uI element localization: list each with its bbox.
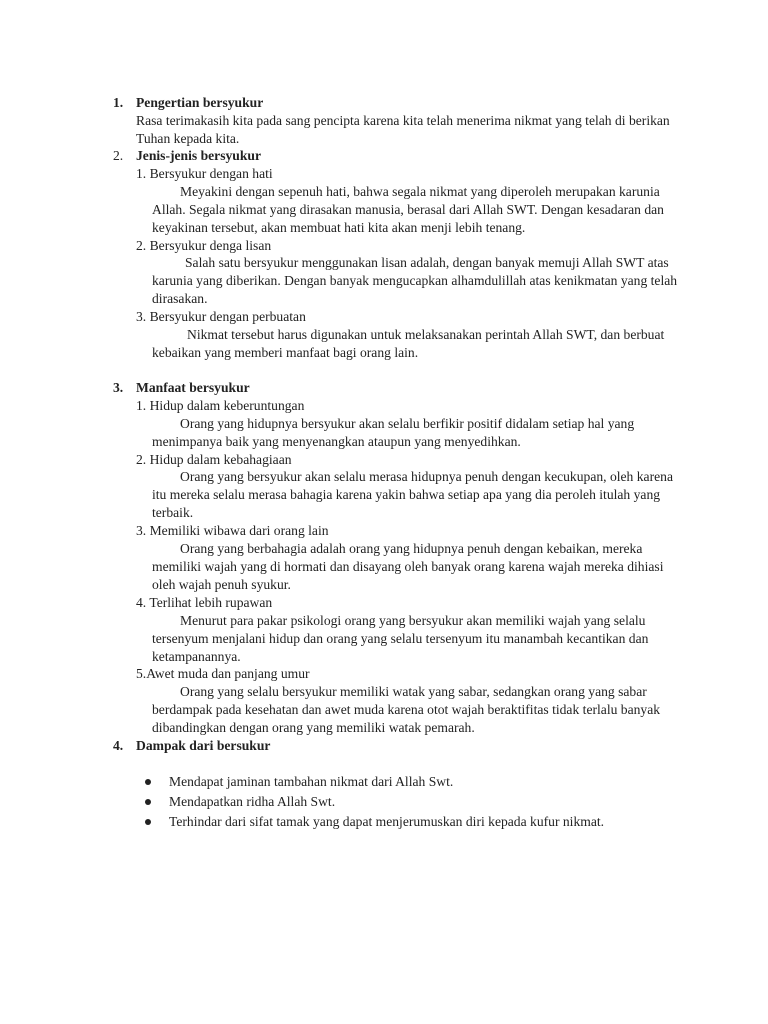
section-heading bbox=[0, 737, 768, 755]
section-heading bbox=[0, 147, 768, 165]
section-number: 4. bbox=[113, 738, 124, 753]
sub-item-body: Salah satu bersyukur menggunakan lisan adalah, dengan banyak memuji Allah SWT atas karunia yang diberikan. Dengan banyak mengucapkan alhamdulillah atas kenikmatan yang telah dirasakan. bbox=[152, 255, 678, 307]
sub-item bbox=[0, 522, 768, 594]
sub-item-body: Orang yang hidupnya bersyukur akan selalu berfikir positif didalam setiap hal yang menimpanya baik yang menyenangkan ataupun yang menyedihkan. bbox=[152, 415, 635, 449]
sub-item bbox=[0, 665, 768, 737]
section-title: Manfaat bersyukur bbox=[136, 380, 250, 395]
bullet-text: Mendapatkan ridha Allah Swt. bbox=[169, 793, 336, 809]
bullet-item bbox=[0, 773, 768, 793]
sub-item-title: 1. Hidup dalam keberuntungan bbox=[136, 397, 305, 413]
sub-item-body: Menurut para pakar psikologi orang yang bersyukur akan memiliki wajah yang selalu tersenyum menjalani hidup dan orang yang selalu tersenyum itu manambah kecantikan dan ketampanannya. bbox=[152, 612, 649, 664]
sub-item-title: 3. Memiliki wibawa dari orang lain bbox=[136, 523, 329, 539]
section-dampak bbox=[0, 737, 768, 833]
bullet-icon bbox=[145, 779, 151, 785]
bullet-text: Mendapat jaminan tambahan nikmat dari Allah Swt. bbox=[169, 773, 454, 789]
section-number: 2. bbox=[113, 148, 124, 163]
section-jenis bbox=[0, 147, 768, 362]
sub-item-body: Orang yang selalu bersyukur memiliki watak yang sabar, sedangkan orang yang sabar berdampak pada kesehatan dan awet muda karena otot wajah beraktifitas tidak terlalu banyak dibandingkan dengan orang yang memiliki watak pemarah. bbox=[152, 684, 661, 736]
section-pengertian bbox=[0, 94, 768, 148]
bullet-list bbox=[0, 773, 768, 833]
section-title: Dampak dari bersukur bbox=[136, 738, 271, 753]
section-title: Pengertian bersyukur bbox=[136, 95, 264, 110]
section-number: 1. bbox=[113, 95, 124, 110]
sub-item bbox=[0, 594, 768, 666]
sub-item-title: 4. Terlihat lebih rupawan bbox=[136, 594, 273, 610]
sub-item-title: 1. Bersyukur dengan hati bbox=[136, 165, 273, 181]
sub-item bbox=[0, 237, 768, 309]
sub-item-title: 2. Hidup dalam kebahagiaan bbox=[136, 451, 292, 467]
section-heading bbox=[0, 379, 768, 397]
section-paragraph: Rasa terimakasih kita pada sang pencipta karena kita telah menerima nikmat yang telah di berikan Tuhan kepada kita. bbox=[136, 112, 670, 146]
sub-item-body: Meyakini dengan sepenuh hati, bahwa segala nikmat yang diperoleh merupakan karunia Allah. Segala nikmat yang dirasakan manusia, berasal dari Allah SWT. Dengan kesadaran dan keyakinan tersebut, akan membuat hati kita akan menji lebih tenang. bbox=[152, 183, 664, 235]
section-heading bbox=[0, 94, 768, 112]
bullet-item bbox=[0, 793, 768, 813]
bullet-icon bbox=[145, 819, 151, 825]
sub-item-body: Orang yang berbahagia adalah orang yang hidupnya penuh dengan kebaikan, mereka memiliki wajah yang di hormati dan disayang oleh banyak orang karena wajah mereka dihiasi oleh wajah penuh syukur. bbox=[152, 541, 664, 592]
sub-item-title: 2. Bersyukur denga lisan bbox=[136, 237, 272, 253]
sub-item bbox=[0, 451, 768, 523]
section-number: 3. bbox=[113, 380, 124, 395]
sub-item-title: 5.Awet muda dan panjang umur bbox=[136, 666, 310, 682]
sub-item bbox=[0, 165, 768, 237]
bullet-text: Terhindar dari sifat tamak yang dapat menjerumuskan diri kepada kufur nikmat. bbox=[169, 813, 605, 829]
bullet-item bbox=[0, 813, 768, 833]
section-manfaat bbox=[0, 379, 768, 737]
sub-item bbox=[0, 308, 768, 362]
section-title: Jenis-jenis bersyukur bbox=[136, 148, 261, 163]
sub-item-body: Nikmat tersebut harus digunakan untuk melaksanakan perintah Allah SWT, dan berbuat kebaikan yang memberi manfaat bagi orang lain. bbox=[152, 327, 665, 360]
sub-item bbox=[0, 397, 768, 451]
sub-item-body: Orang yang bersyukur akan selalu merasa hidupnya penuh dengan kecukupan, oleh karena itu mereka selalu merasa bahagia karena yakin bahwa setiap apa yang dia peroleh itulah yang terbaik. bbox=[152, 469, 673, 521]
sub-item-title: 3. Bersyukur dengan perbuatan bbox=[136, 309, 306, 325]
bullet-icon bbox=[145, 799, 151, 805]
